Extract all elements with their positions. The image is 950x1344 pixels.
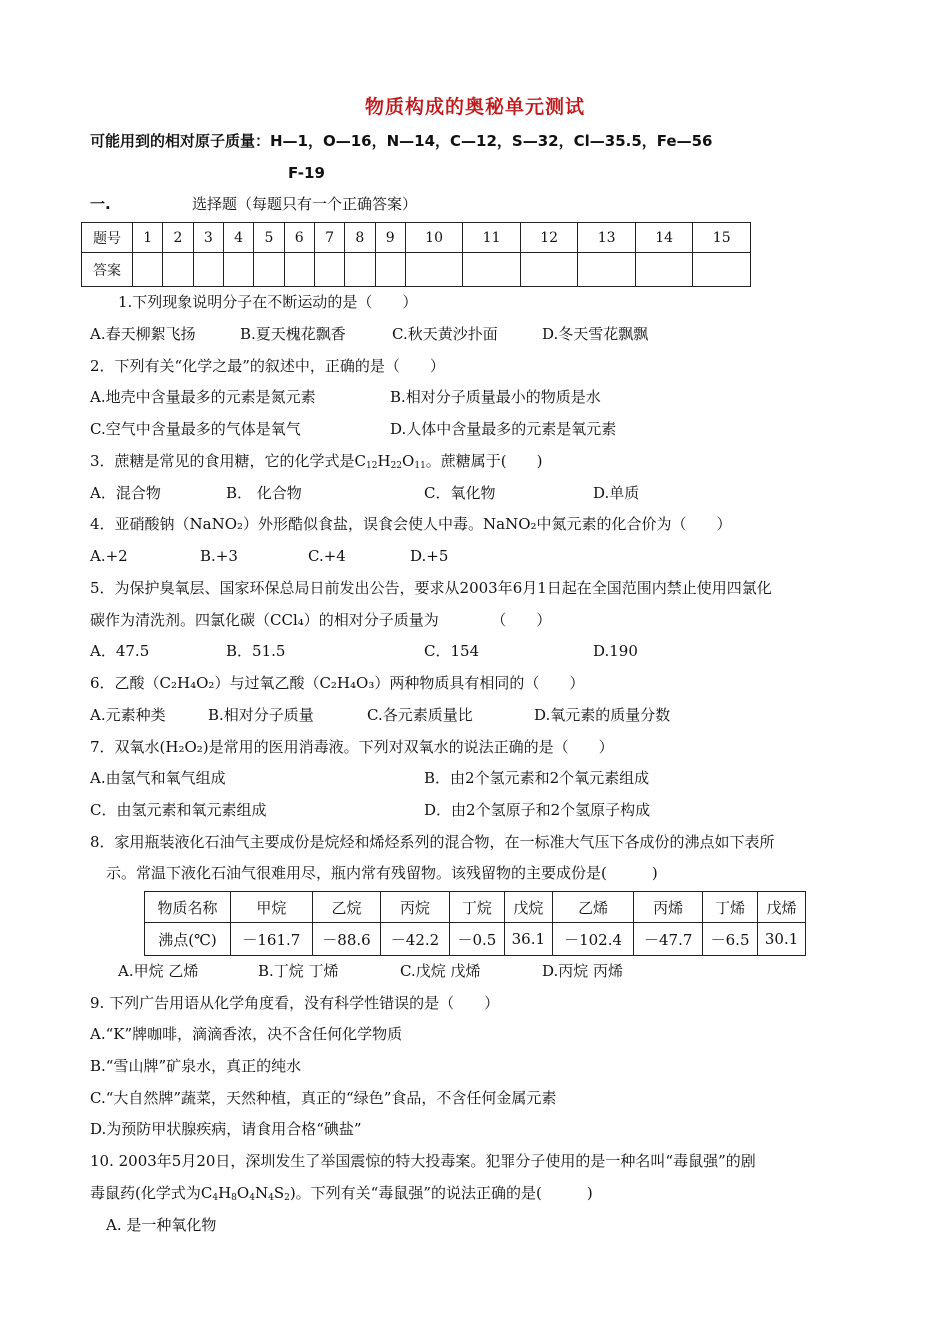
answer-cell[interactable] — [463, 253, 521, 287]
question-number-cell: 11 — [463, 223, 521, 253]
q3-option-c: C．氧化物 — [424, 484, 496, 502]
atomic-mass-line: 可能用到的相对原子质量：H—1，O—16，N—14，C—12，S—32，Cl—35.5，Fe—56 — [90, 132, 713, 150]
q7-option-d: D．由2个氢原子和2个氢原子构成 — [424, 801, 651, 819]
q2-option-d: D.人体中含量最多的元素是氧元素 — [390, 420, 617, 438]
section-heading: 选择题（每题只有一个正确答案） — [192, 195, 418, 213]
q5-option-b: B．51.5 — [226, 642, 286, 660]
table-cell: －0.5 — [449, 923, 504, 956]
table-header-cell: 丁烯 — [702, 892, 757, 923]
answer-cell[interactable] — [193, 253, 223, 287]
q8-option-d: D.丙烷 丙烯 — [542, 962, 624, 980]
table-header-cell: 甲烷 — [231, 892, 313, 923]
table-cell: －102.4 — [552, 923, 634, 956]
q2-option-c: C.空气中含量最多的气体是氧气 — [90, 420, 301, 438]
answer-cell[interactable] — [693, 253, 751, 287]
q3-stem — [90, 451, 543, 471]
question-number-cell: 8 — [345, 223, 375, 253]
question-number-cell: 15 — [693, 223, 751, 253]
table-cell: －161.7 — [231, 923, 313, 956]
question-number-cell: 12 — [520, 223, 578, 253]
q9-option-a: A.“K”牌咖啡，滴滴香浓，决不含任何化学物质 — [90, 1025, 403, 1043]
table-header-cell: 戊烷 — [505, 892, 553, 923]
q3-option-d: D.单质 — [593, 484, 640, 502]
table-cell: 36.1 — [505, 923, 553, 956]
q1-option-c: C.秋天黄沙扑面 — [392, 325, 498, 343]
table-cell: －42.2 — [381, 923, 450, 956]
q8-stem-line2: 示。常温下液化石油气很难用尽，瓶内常有残留物。该残留物的主要成份是( ) — [106, 864, 658, 882]
q10-stem-post: )。下列有关“毒鼠强”的说法正确的是( ) — [289, 1184, 593, 1202]
q8-option-c: C.戊烷 戊烯 — [400, 962, 481, 980]
q7-option-c: C．由氢元素和氧元素组成 — [90, 801, 267, 819]
q6-stem: 6．乙酸（C₂H₄O₂）与过氧乙酸（C₂H₄O₃）两种物质具有相同的（ ） — [90, 674, 585, 692]
q3-option-b: B． 化合物 — [226, 484, 302, 502]
q5-option-d: D.190 — [593, 642, 638, 660]
answer-table — [81, 222, 751, 287]
table-header-cell: 乙烯 — [552, 892, 634, 923]
answer-cell[interactable] — [254, 253, 284, 287]
q9-stem: 9. 下列广告用语从化学角度看，没有科学性错误的是（ ） — [90, 994, 500, 1012]
answer-table-row1-label: 题号 — [82, 223, 133, 253]
q8-stem-line1: 8．家用瓶装液化石油气主要成份是烷烃和烯烃系列的混合物，在一标准大气压下各成份的沸点如下表所 — [90, 833, 775, 851]
question-number-cell: 10 — [405, 223, 463, 253]
q6-option-c: C.各元素质量比 — [367, 706, 473, 724]
q5-stem-line1: 5．为保护臭氧层、国家环保总局日前发出公告，要求从2003年6月1日起在全国范围内禁止使用四氯化 — [90, 579, 772, 597]
q2-stem: 2．下列有关“化学之最”的叙述中，正确的是（ ） — [90, 357, 445, 375]
question-number-cell: 9 — [375, 223, 405, 253]
answer-cell[interactable] — [345, 253, 375, 287]
q3-option-a: A．混合物 — [90, 484, 161, 502]
answer-cell[interactable] — [578, 253, 636, 287]
answer-cell[interactable] — [284, 253, 314, 287]
answer-cell[interactable] — [635, 253, 693, 287]
q9-option-c: C.“大自然牌”蔬菜，天然种植，真正的“绿色”食品，不含任何金属元素 — [90, 1089, 557, 1107]
q8-option-b: B.丁烷 丁烯 — [258, 962, 339, 980]
question-number-cell: 3 — [193, 223, 223, 253]
q6-option-d: D.氧元素的质量分数 — [534, 706, 671, 724]
sucrose-formula: $C_{12}H_{22}O_{11}$ — [354, 452, 426, 471]
question-number-cell: 2 — [163, 223, 193, 253]
question-number-cell: 5 — [254, 223, 284, 253]
answer-table-row2-label: 答案 — [82, 253, 133, 287]
answer-cell[interactable] — [375, 253, 405, 287]
q9-option-d: D.为预防甲状腺疾病，请食用合格“碘盐” — [90, 1120, 362, 1138]
table-header-cell: 乙烷 — [312, 892, 381, 923]
q6-option-a: A.元素种类 — [90, 706, 166, 724]
q4-option-c: C.+4 — [308, 547, 346, 565]
q1-option-a: A.春天柳絮飞扬 — [90, 325, 196, 343]
answer-cell[interactable] — [133, 253, 163, 287]
table-cell: －47.7 — [634, 923, 703, 956]
q7-option-b: B．由2个氢元素和2个氧元素组成 — [424, 769, 650, 787]
question-number-cell: 4 — [223, 223, 253, 253]
q9-option-b: B.“雪山牌”矿泉水，真正的纯水 — [90, 1057, 302, 1075]
table-header-cell: 丙烷 — [381, 892, 450, 923]
table-cell: －88.6 — [312, 923, 381, 956]
q10-stem-pre: 毒鼠药(化学式为 — [90, 1184, 201, 1202]
page-title: 物质构成的奥秘单元测试 — [364, 96, 585, 118]
q3-stem-pre: 3．蔗糖是常见的食用糖，它的化学式是 — [90, 452, 355, 470]
boiling-point-value-row — [145, 923, 806, 956]
q4-stem: 4．亚硝酸钠（NaNO₂）外形酷似食盐，误食会使人中毒。NaNO₂中氮元素的化合价为（ ） — [90, 515, 732, 533]
table-header-cell: 丙烯 — [634, 892, 703, 923]
question-number-cell: 7 — [314, 223, 344, 253]
question-number-cell: 13 — [578, 223, 636, 253]
q4-option-d: D.+5 — [410, 547, 449, 565]
answer-table-number-row — [82, 223, 751, 253]
question-number-cell: 6 — [284, 223, 314, 253]
q2-option-a: A.地壳中含量最多的元素是氮元素 — [90, 388, 316, 406]
answer-cell[interactable] — [223, 253, 253, 287]
q2-option-b: B.相对分子质量最小的物质是水 — [390, 388, 601, 406]
answer-cell[interactable] — [520, 253, 578, 287]
q5-option-c: C．154 — [424, 642, 480, 660]
q1-option-b: B.夏天槐花飘香 — [240, 325, 346, 343]
q4-option-a: A.+2 — [90, 547, 128, 565]
tetramine-formula: $C_4H_8O_4N_4S_2$ — [200, 1184, 290, 1203]
section-number-text: 一. — [90, 195, 111, 213]
table-cell: 30.1 — [758, 923, 806, 956]
q7-stem: 7．双氧水(H₂O₂)是常用的医用消毒液。下列对双氧水的说法正确的是（ ） — [90, 738, 614, 756]
question-number-cell: 1 — [133, 223, 163, 253]
q10-option-a: A. 是一种氧化物 — [106, 1216, 217, 1234]
answer-cell[interactable] — [405, 253, 463, 287]
q10-stem-line1: 10. 2003年5月20日，深圳发生了举国震惊的特大投毒案。犯罪分子使用的是一种名叫“毒鼠强”的剧 — [90, 1152, 756, 1170]
q4-option-b: B.+3 — [200, 547, 238, 565]
q10-stem-line2 — [90, 1183, 593, 1203]
answer-cell[interactable] — [163, 253, 193, 287]
table-cell: 沸点(℃) — [145, 923, 231, 956]
question-number-cell: 14 — [635, 223, 693, 253]
answer-table-answer-row — [82, 253, 751, 287]
q8-option-a: A.甲烷 乙烯 — [118, 962, 199, 980]
section-number — [90, 194, 111, 214]
q1-stem: 1.下列现象说明分子在不断运动的是（ ） — [118, 293, 418, 311]
q7-option-a: A.由氢气和氧气组成 — [90, 769, 226, 787]
boiling-point-table — [144, 891, 806, 956]
table-header-cell: 物质名称 — [145, 892, 231, 923]
table-cell: －6.5 — [702, 923, 757, 956]
q5-option-a: A．47.5 — [90, 642, 150, 660]
q3-stem-post: 。蔗糖属于( ) — [425, 452, 543, 470]
boiling-point-header-row — [145, 892, 806, 923]
q5-stem-line2: 碳作为清洗剂。四氯化碳（CCl₄）的相对分子质量为 （ ） — [90, 611, 552, 629]
answer-cell[interactable] — [314, 253, 344, 287]
table-header-cell: 戊烯 — [758, 892, 806, 923]
q6-option-b: B.相对分子质量 — [208, 706, 314, 724]
q1-option-d: D.冬天雪花飘飘 — [542, 325, 649, 343]
atomic-mass-line-2: F-19 — [288, 164, 325, 182]
table-header-cell: 丁烷 — [449, 892, 504, 923]
